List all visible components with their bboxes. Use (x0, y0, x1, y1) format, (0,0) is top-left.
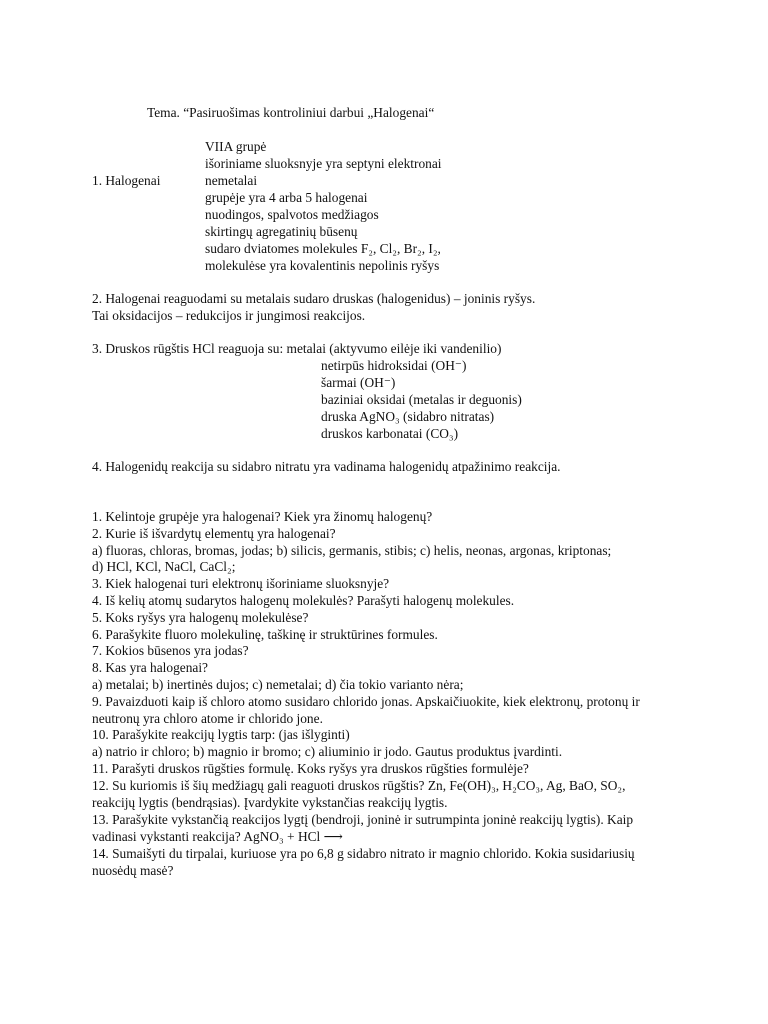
halogen-property-1: VIIA grupė (205, 139, 267, 154)
hcl-reactant-5: druskos karbonatai (CO₃) (321, 426, 459, 441)
halogen-property-7: sudaro dviatomes molekules F₂, Cl₂, Br₂, I₂, (205, 241, 441, 256)
question-line: 12. Su kuriomis iš šių medžiagų gali reaguoti druskos rūgštis? Zn, Fe(OH)₃, H₂CO₃, Ag, BaO, SO₂, (92, 778, 626, 793)
question-line: 8. Kas yra halogenai? (92, 660, 209, 675)
halogen-property-8: molekulėse yra kovalentinis nepolinis ryšys (205, 258, 440, 273)
question-line: a) metalai; b) inertinės dujos; c) nemetalai; d) čia tokio varianto nėra; (92, 677, 464, 692)
page-title: Tema. “Pasiruošimas kontroliniui darbui „Halogenai“ (147, 105, 435, 120)
question-line: d) HCl, KCl, NaCl, CaCl₂; (92, 559, 236, 574)
halogen-property-4: grupėje yra 4 arba 5 halogenai (205, 190, 368, 205)
question-line: 1. Kelintoje grupėje yra halogenai? Kiek yra žinomų halogenų? (92, 509, 433, 524)
question-line: reakcijų lygtis (bendrąsias). Įvardykite vykstančias reakcijų lygtis. (92, 795, 448, 810)
section-4-text: 4. Halogenidų reakcija su sidabro nitratu yra vadinama halogenidų atpažinimo reakcija. (92, 459, 561, 474)
question-line: nuosėdų masė? (92, 863, 174, 878)
question-line: a) fluoras, chloras, bromas, jodas; b) silicis, germanis, stibis; c) helis, neonas, argonas, kriptonas; (92, 543, 612, 558)
section-3-lead: 3. Druskos rūgštis HCl reaguoja su: metalai (aktyvumo eilėje iki vandenilio) (92, 341, 502, 356)
halogen-property-2: išoriniame sluoksnyje yra septyni elektronai (205, 156, 442, 171)
question-line: 2. Kurie iš išvardytų elementų yra halogenai? (92, 526, 336, 541)
hcl-reactant-1: netirpūs hidroksidai (OH⁻) (321, 358, 467, 373)
question-line: 5. Koks ryšys yra halogenų molekulėse? (92, 610, 309, 625)
question-line: 7. Kokios būsenos yra jodas? (92, 643, 249, 658)
question-line: 6. Parašykite fluoro molekulinę, taškinę ir struktūrines formules. (92, 627, 438, 642)
question-line: neutronų yra chloro atome ir chlorido jone. (92, 711, 323, 726)
hcl-reactant-3: baziniai oksidai (metalas ir deguonis) (321, 392, 522, 407)
question-line: a) natrio ir chloro; b) magnio ir bromo; c) aliuminio ir jodo. Gautus produktus įvardinti. (92, 744, 563, 759)
question-line: 14. Sumaišyti du tirpalai, kuriuose yra po 6,8 g sidabro nitrato ir magnio chlorido. Kokia susidariusių (92, 846, 635, 861)
question-line: 9. Pavaizduoti kaip iš chloro atomo susidaro chlorido jonas. Apskaičiuokite, kiek elektronų, protonų ir (92, 694, 640, 709)
halogen-property-3: nemetalai (205, 173, 258, 188)
question-line: 10. Parašykite reakcijų lygtis tarp: (jas išlyginti) (92, 727, 350, 742)
question-line: 3. Kiek halogenai turi elektronų išoriniame sluoksnyje? (92, 576, 390, 591)
hcl-reactant-2: šarmai (OH⁻) (321, 375, 396, 390)
halogen-property-5: nuodingos, spalvotos medžiagos (205, 207, 379, 222)
section-2-line-1: 2. Halogenai reaguodami su metalais sudaro druskas (halogenidus) – joninis ryšys. (92, 291, 536, 306)
question-line: 13. Parašykite vykstančią reakcijos lygtį (bendroji, joninė ir sutrumpinta joninė reakcijų lygtis). Kaip (92, 812, 634, 827)
hcl-reactant-4: druska AgNO₃ (sidabro nitratas) (321, 409, 495, 424)
question-line: 4. Iš kelių atomų sudarytos halogenų molekulės? Parašyti halogenų molekules. (92, 593, 515, 608)
section-2-line-2: Tai oksidacijos – redukcijos ir jungimosi reakcijos. (92, 308, 366, 323)
question-line: vadinasi vykstanti reakcija? AgNO₃ + HCl ⟶ (92, 829, 343, 844)
section-1-label: 1. Halogenai (92, 173, 161, 188)
question-line: 11. Parašyti druskos rūgšties formulę. Koks ryšys yra druskos rūgšties formulėje? (92, 761, 529, 776)
halogen-property-6: skirtingų agregatinių būsenų (205, 224, 358, 239)
